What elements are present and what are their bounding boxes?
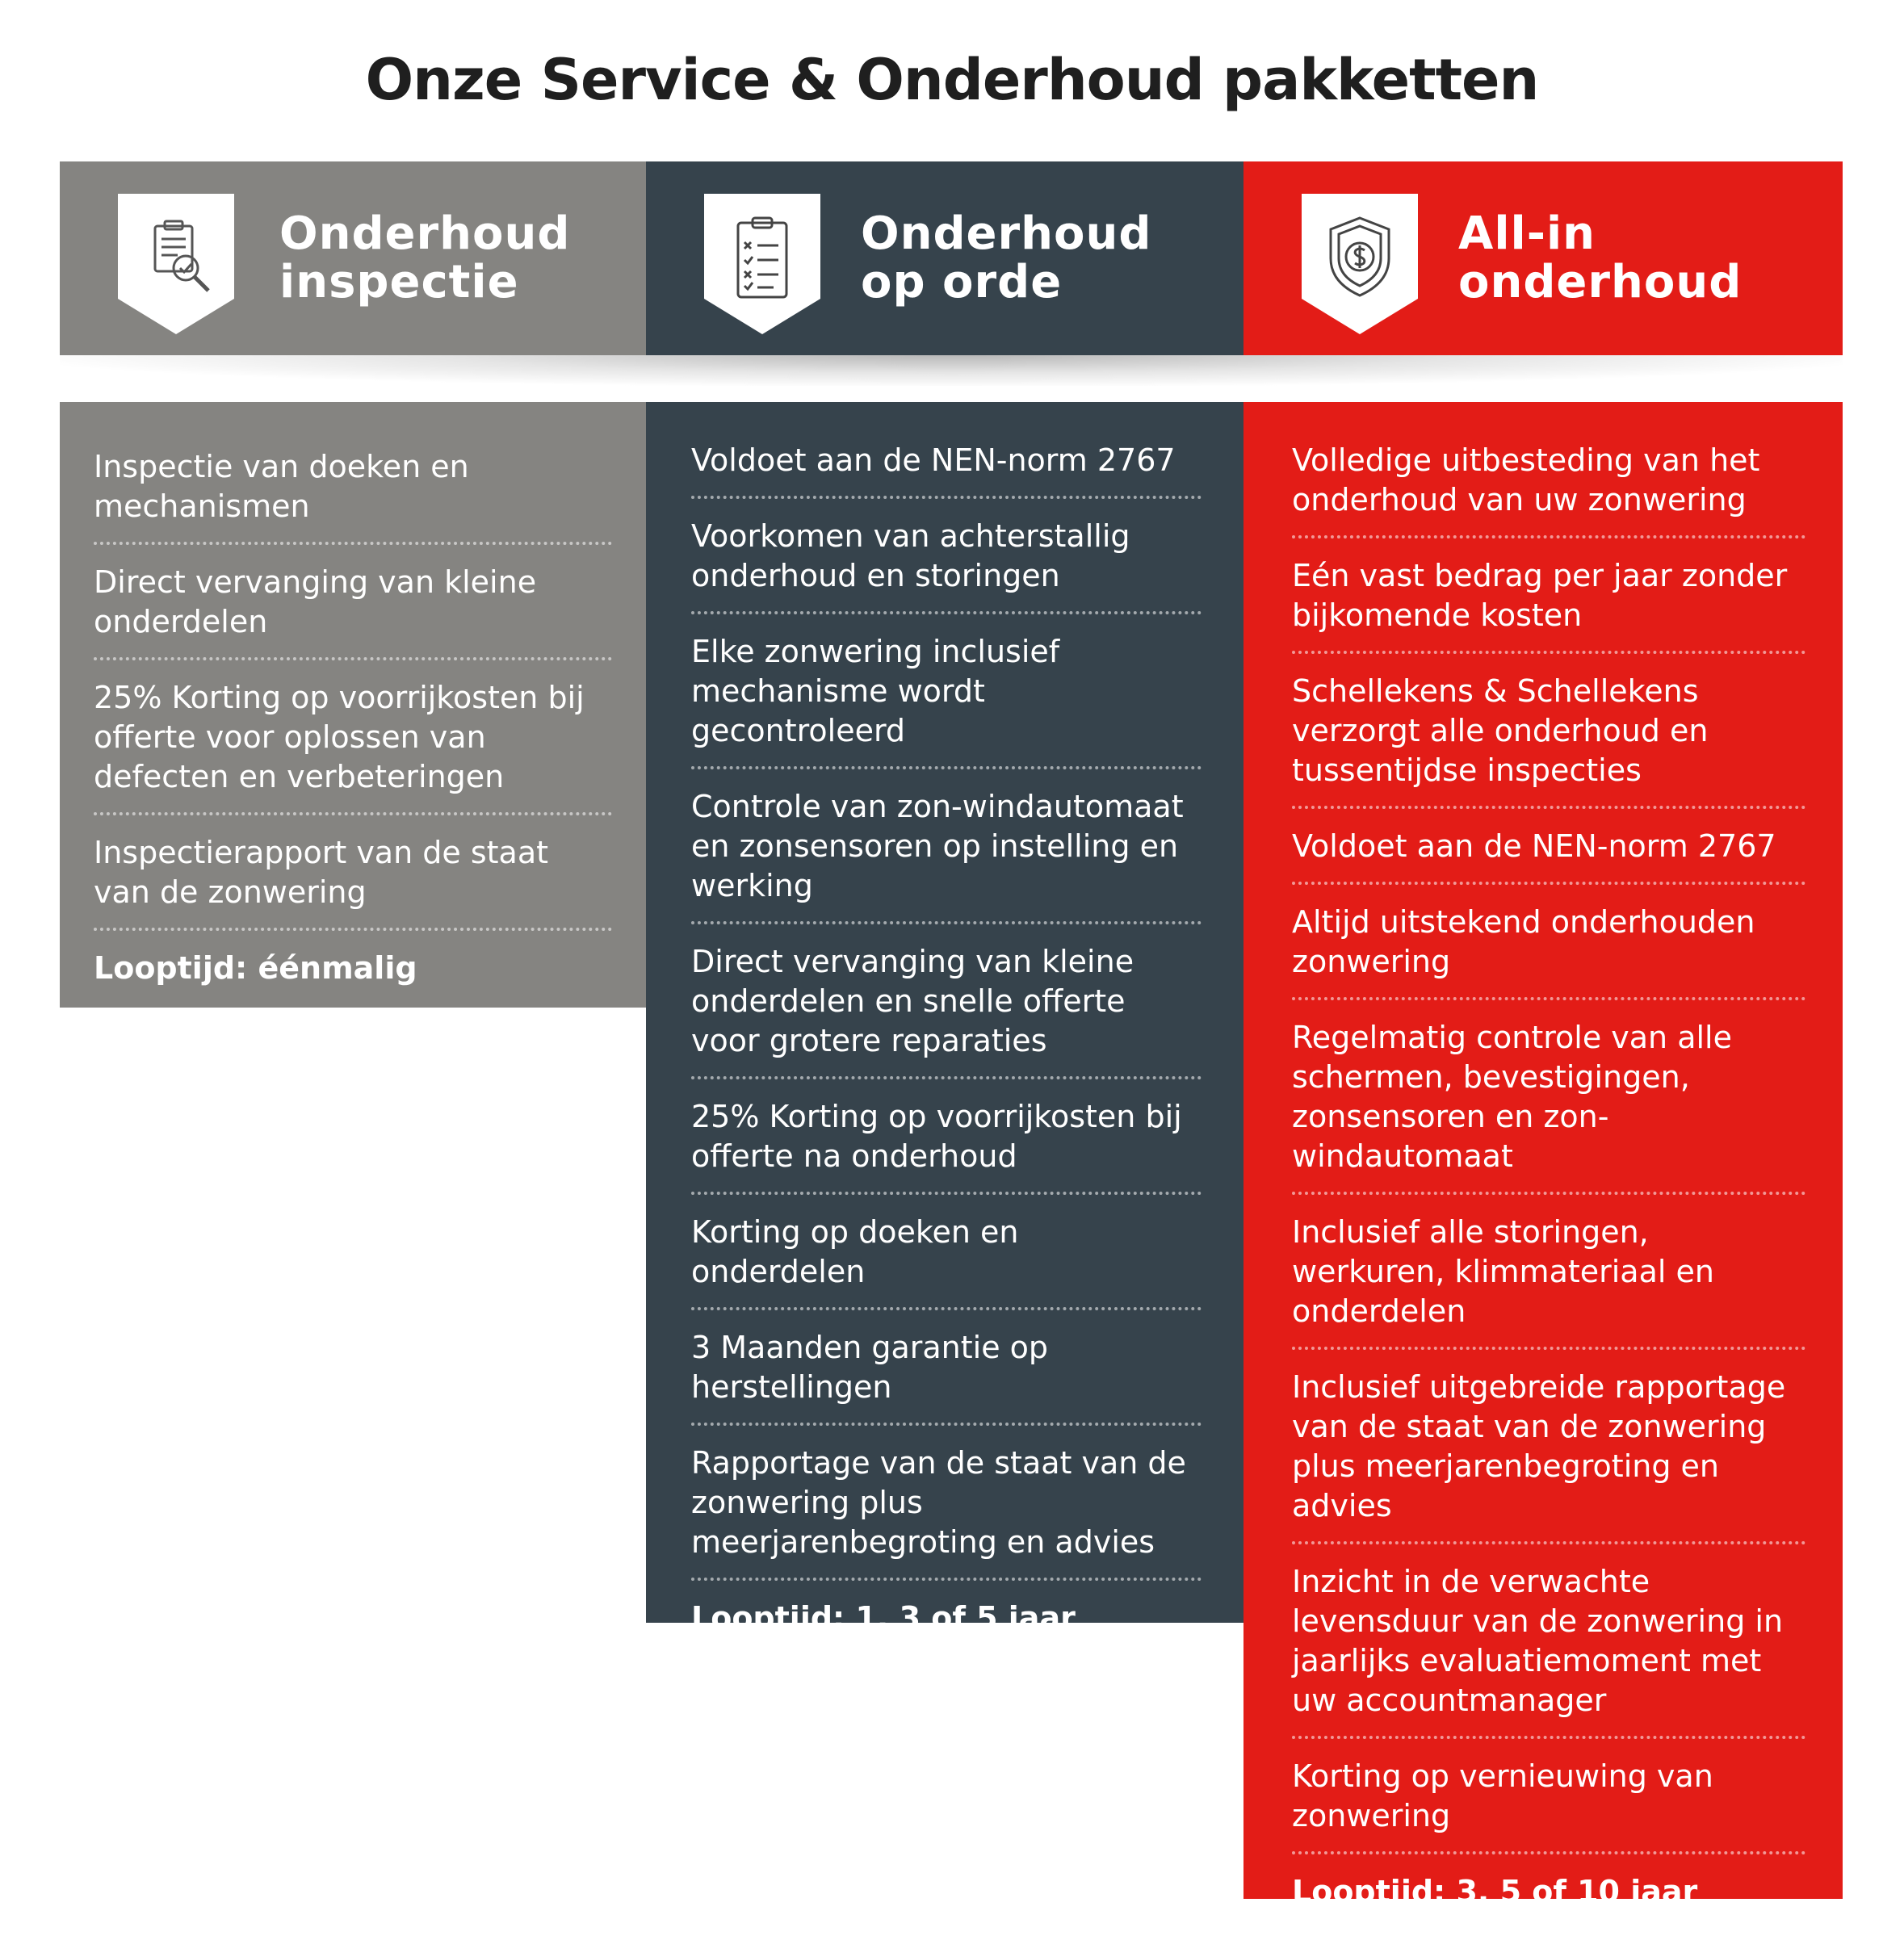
item-text: Controle van zon-windautomaat en zonsensoren op instelling en werking xyxy=(691,789,1184,903)
list-item xyxy=(691,1439,1202,1581)
list-item xyxy=(691,436,1202,499)
list-item xyxy=(1292,1557,1805,1739)
list-item xyxy=(691,627,1202,769)
item-text: Schellekens & Schellekens verzorgt alle onderhoud en tussentijdse inspecties xyxy=(1292,673,1709,788)
document-magnifier-icon xyxy=(118,194,234,334)
item-text: Elke zonwering inclusief mechanisme wordt gecontroleerd xyxy=(691,634,1060,748)
item-text: 3 Maanden garantie op herstellingen xyxy=(691,1330,1049,1405)
item-text: 25% Korting op voorrijkosten bij offerte na onderhoud xyxy=(691,1099,1182,1174)
list-item xyxy=(1292,1013,1805,1195)
package-title-line2: onderhoud xyxy=(1458,256,1743,308)
package-title-line2: op orde xyxy=(861,256,1063,308)
list-item xyxy=(1292,822,1805,885)
package-title-line2: inspectie xyxy=(279,256,519,308)
package-list-all-in xyxy=(1243,402,1843,1909)
badge xyxy=(118,194,234,334)
package-header-op-orde xyxy=(646,161,1243,355)
item-text: Inspectierapport van de staat van de zonwering xyxy=(94,835,549,910)
item-text: Voldoet aan de NEN-norm 2767 xyxy=(1292,828,1776,864)
package-title xyxy=(279,207,571,308)
list-item xyxy=(1292,551,1805,654)
package-header-all-in xyxy=(1243,161,1843,355)
item-text: Regelmatig controle van alle schermen, bevestigingen, zonsensoren en zon-windautomaat xyxy=(1292,1020,1732,1174)
header-shadow xyxy=(60,355,1843,386)
page-title: Onze Service & Onderhoud pakketten xyxy=(365,47,1539,113)
item-text: Rapportage van de staat van de zonwering plus meerjarenbegroting en advies xyxy=(691,1445,1186,1560)
list-item xyxy=(1292,1363,1805,1544)
item-text: Inspectie van doeken en mechanismen xyxy=(94,449,469,524)
item-text: Direct vervanging van kleine onderdelen xyxy=(94,564,537,639)
list-item xyxy=(1292,436,1805,538)
list-item xyxy=(691,782,1202,924)
clipboard-checklist-icon xyxy=(704,194,820,334)
duration: Looptijd: 1, 3 of 5 jaar xyxy=(691,1600,1076,1636)
duration: Looptijd: 3, 5 of 10 jaar xyxy=(1292,1874,1698,1909)
list-item xyxy=(1292,1752,1805,1854)
package-header-inspectie xyxy=(60,161,646,355)
package-list-inspectie xyxy=(60,402,646,1008)
item-text: Eén vast bedrag per jaar zonder bijkomende kosten xyxy=(1292,558,1788,633)
package-title-line1: Onderhoud xyxy=(279,207,571,260)
list-item xyxy=(94,558,612,660)
item-text: Korting op doeken en onderdelen xyxy=(691,1214,1019,1289)
item-text: Volledige uitbesteding van het onderhoud van uw zonwering xyxy=(1292,442,1760,518)
item-text: Direct vervanging van kleine onderdelen en snelle offerte voor grotere reparaties xyxy=(691,944,1134,1058)
badge xyxy=(1302,194,1418,334)
package-title-line1: Onderhoud xyxy=(861,207,1152,260)
duration: Looptijd: éénmalig xyxy=(94,950,417,986)
list-item xyxy=(94,828,612,931)
list-item xyxy=(94,442,612,545)
item-text: Inclusief uitgebreide rapportage van de staat van de zonwering plus meerjarenbegroting en advies xyxy=(1292,1369,1786,1523)
list-item xyxy=(1292,898,1805,1000)
package-title xyxy=(1458,207,1743,308)
list-item xyxy=(691,937,1202,1079)
badge xyxy=(704,194,820,334)
item-text: Inzicht in de verwachte levensduur van de zonwering in jaarlijks evaluatiemoment met uw accountmanager xyxy=(1292,1564,1784,1718)
item-text: Inclusief alle storingen, werkuren, klimmateriaal en onderdelen xyxy=(1292,1214,1714,1329)
list-item xyxy=(1292,1208,1805,1350)
list-item xyxy=(94,673,612,815)
item-text: Voldoet aan de NEN-norm 2767 xyxy=(691,442,1176,478)
shield-dollar-icon xyxy=(1302,194,1418,334)
package-title xyxy=(861,207,1152,308)
item-text: Korting op vernieuwing van zonwering xyxy=(1292,1758,1713,1833)
item-text: 25% Korting op voorrijkosten bij offerte voor oplossen van defecten en verbeteringen xyxy=(94,680,585,794)
list-item xyxy=(1292,667,1805,809)
list-item xyxy=(691,1092,1202,1195)
item-text: Voorkomen van achterstallig onderhoud en storingen xyxy=(691,518,1130,593)
list-item xyxy=(691,1208,1202,1310)
package-list-op-orde xyxy=(646,402,1243,1636)
list-item xyxy=(691,512,1202,614)
package-title-line1: All-in xyxy=(1458,207,1596,260)
list-item xyxy=(691,1323,1202,1426)
item-text: Altijd uitstekend onderhouden zonwering xyxy=(1292,904,1755,979)
